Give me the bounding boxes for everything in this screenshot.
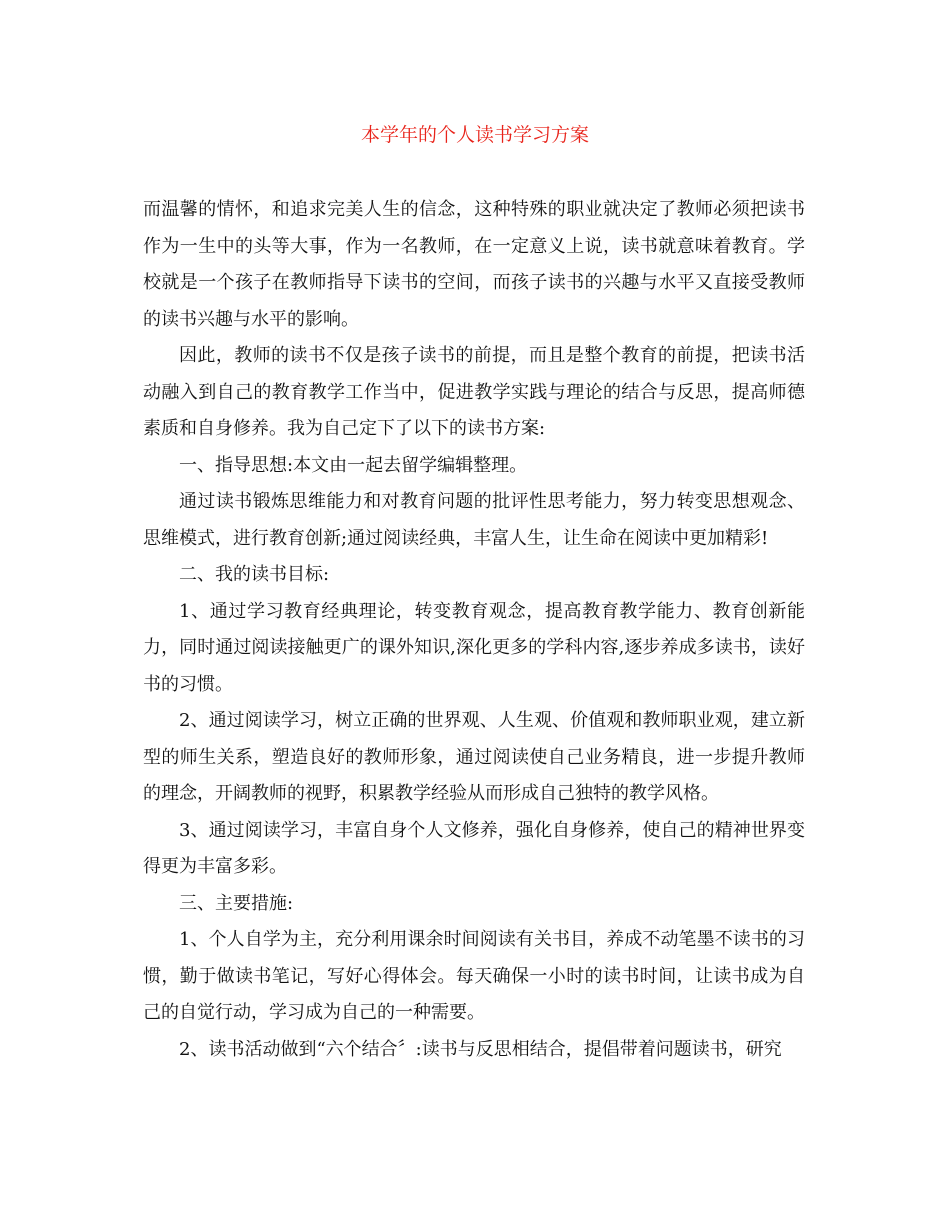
list-item: 1、通过学习教育经典理论，转变教育观念，提高教育教学能力、教育创新能力，同时通过阅读接触更广的课外知识,深化更多的学科内容,逐步养成多读书，读好书的习惯。	[143, 600, 805, 695]
paragraph-continuation: 而温馨的情怀，和追求完美人生的信念，这种特殊的职业就决定了教师必须把读书作为一生中的头等大事，作为一名教师，在一定意义上说，读书就意味着教育。学校就是一个孩子在教师指导下读书的空间，而孩子读书的兴趣与水平又直接受教师的读书兴趣与水平的影响。	[143, 199, 805, 330]
list-item: 2、通过阅读学习，树立正确的世界观、人生观、价值观和教师职业观，建立新型的师生关系，塑造良好的教师形象，通过阅读使自己业务精良，进一步提升教师的理念，开阔教师的视野，积累教学经验从而形成自己独特的教学风格。	[143, 710, 805, 804]
list-item: 2、读书活动做到“六个结合〞:读书与反思相结合，提倡带着问题读书，研究	[179, 1038, 782, 1060]
document-title: 本学年的个人读书学习方案	[360, 124, 589, 146]
section-heading-main-measures: 三、主要措施:	[179, 892, 294, 914]
list-item: 1、个人自学为主，充分利用课余时间阅读有关书目，养成不动笔墨不读书的习惯，勤于做读书笔记，写好心得体会。每天确保一小时的读书时间，让读书成为自己的自觉行动，学习成为自己的一种需要。	[143, 929, 805, 1023]
section-heading-guiding-thought: 一、指导思想:本文由一起去留学编辑整理。	[179, 454, 528, 476]
list-item: 3、通过阅读学习，丰富自身个人文修养，强化自身修养，使自己的精神世界变得更为丰富多彩。	[143, 819, 805, 877]
paragraph: 通过读书锻炼思维能力和对教育问题的批评性思考能力，努力转变思想观念、思维模式，进行教育创新;通过阅读经典，丰富人生，让生命在阅读中更加精彩!	[143, 491, 805, 549]
paragraph: 因此，教师的读书不仅是孩子读书的前提，而且是整个教育的前提，把读书活动融入到自己的教育教学工作当中，促进教学实践与理论的结合与反思，提高师德素质和自身修养。我为自己定下了以下的读书方案:	[143, 345, 805, 439]
document-body	[143, 192, 805, 1068]
section-heading-reading-goals: 二、我的读书目标:	[179, 564, 330, 585]
